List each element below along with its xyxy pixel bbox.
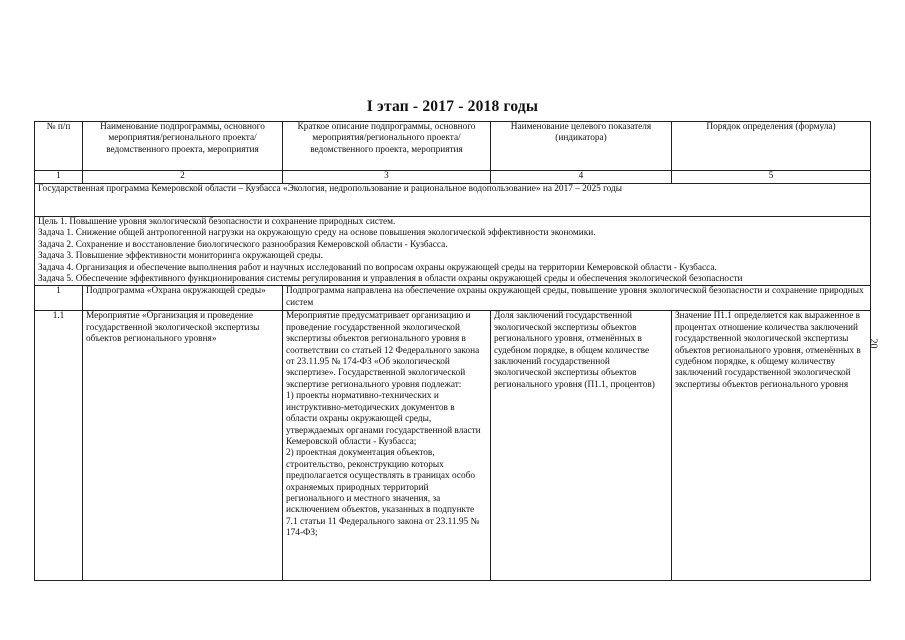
item-formula: Значение П1.1 определяется как выраженное в процентах отношение количества заключений государственной экологической экспертизы объектов регионального уровня, отменённых в судебном порядке, к общему количеству заключений государственной экологической экспертизы объектов регионального уровня bbox=[672, 311, 871, 581]
item-number: 1.1 bbox=[35, 311, 83, 581]
subprogram-name: Подпрограмма «Охрана окружающей среды» bbox=[83, 286, 283, 311]
program-title: Государственная программа Кемеровской области – Кузбасса «Экология, недропользование и рациональное водопользование» на 2017 – 2025 годы bbox=[35, 184, 871, 217]
item-description: Мероприятие предусматривает организацию и проведение государственной экологической экспертизы объектов регионального уровня в соответствии со статьей 12 Федерального закона от 23.11.95 № 174-ФЗ «Об экологической экспертизе». Государственной экологической экспертизе регионального уровня подлежат: 1) проекты нормативно-технических и инструктивно-методических документов в области охраны окружающей среды, утверждаемых органами государственной власти Кемеровской области - Кузбасса; 2) проектная документация объектов, строительство, реконструкцию которых предполагается осуществлять в границах особо охраняемых природных территорий регионального и местного значения, за исключением объектов, указанных в подпункте 7.1 статьи 11 Федерального закона от 23.11.95 № 174-ФЗ; bbox=[283, 311, 491, 581]
task-line: Задача 3. Повышение эффективности мониторинга окружающей среды. bbox=[38, 251, 323, 262]
header-cell-number: № п/п bbox=[35, 122, 83, 171]
task-line: Задача 1. Снижение общей антропогенной нагрузки на окружающую среду на основе повышения экологической эффективности экономики. bbox=[38, 228, 596, 239]
program-title-row bbox=[35, 184, 871, 217]
item-indicator: Доля заключений государственной экологической экспертизы объектов регионального уровня, отменённых в судебном порядке, в общем количестве заключений государственной экологической экспертизы объектов регионального уровня (П1.1, процентов) bbox=[491, 311, 672, 581]
task-line: Задача 4. Организация и обеспечение выполнения работ и научных исследований по вопросам охраны окружающей среды на территории Кемеровской области - Кузбасса. bbox=[38, 262, 717, 273]
subprogram-description: Подпрограмма направлена на обеспечение охраны окружающей среды, повышение уровня экологической безопасности и сохранение природных систем bbox=[283, 286, 871, 311]
item-name: Мероприятие «Организация и проведение государственной экологической экспертизы объектов регионального уровня» bbox=[83, 311, 283, 581]
column-number: 5 bbox=[672, 171, 871, 184]
subprogram-number: 1 bbox=[35, 286, 83, 311]
column-number-row bbox=[35, 171, 871, 184]
subprogram-row bbox=[35, 286, 871, 311]
column-number: 2 bbox=[83, 171, 283, 184]
page-number: 20 bbox=[867, 338, 879, 349]
column-number: 4 bbox=[491, 171, 672, 184]
header-cell-name: Наименование подпрограммы, основного мероприятия/регионального проекта/ведомственного проекта, мероприятия bbox=[83, 122, 283, 171]
task-line: Задача 2. Сохранение и восстановление биологического разнообразия Кемеровской области - Кузбасса. bbox=[38, 239, 448, 250]
goal-line: Цель 1. Повышение уровня экологической безопасности и сохранение природных систем. bbox=[38, 217, 396, 227]
column-number: 1 bbox=[35, 171, 83, 184]
column-number: 3 bbox=[283, 171, 491, 184]
program-table bbox=[34, 121, 871, 581]
table-header-row bbox=[35, 122, 871, 171]
page-title: I этап - 2017 - 2018 годы bbox=[366, 98, 539, 115]
goals-row bbox=[35, 217, 871, 286]
goals-cell bbox=[35, 217, 871, 286]
header-cell-description: Краткое описание подпрограммы, основного мероприятия/регионального проекта/ведомственного проекта, мероприятия bbox=[283, 122, 491, 171]
table-row bbox=[35, 311, 871, 581]
task-line: Задача 5. Обеспечение эффективного функционирования системы регулирования и управления в области охраны окружающей среды и обеспечения экологической безопасности bbox=[38, 274, 743, 285]
header-cell-formula: Порядок определения (формула) bbox=[672, 122, 871, 171]
header-cell-indicator: Наименование целевого показателя (индикатора) bbox=[491, 122, 672, 171]
